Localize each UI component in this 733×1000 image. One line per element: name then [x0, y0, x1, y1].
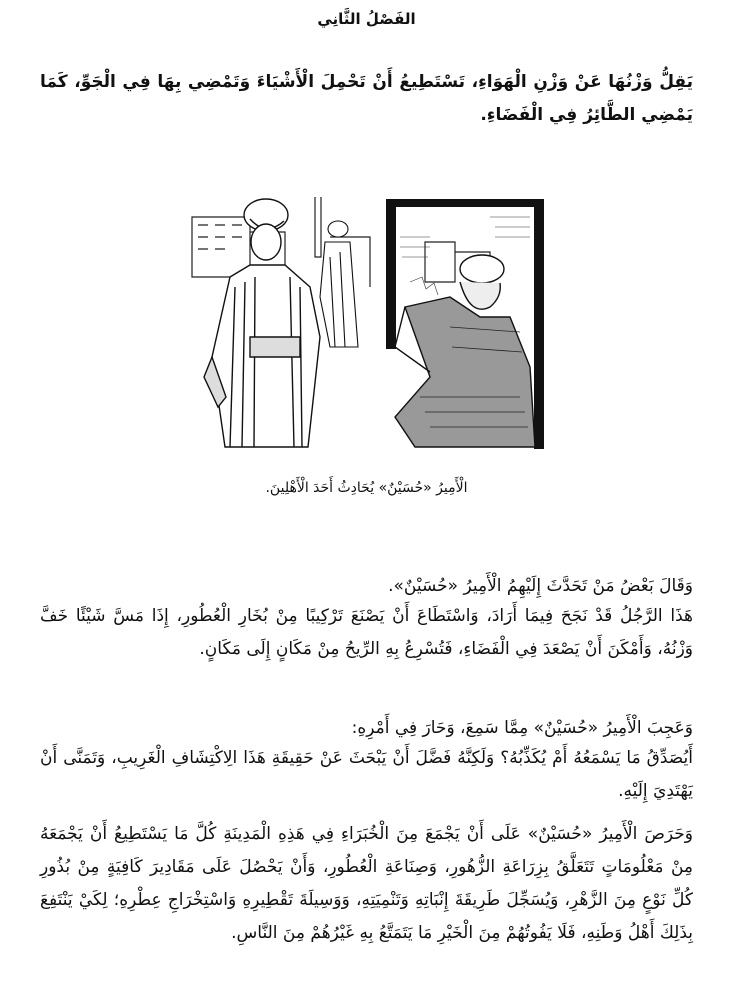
figure-caption: الْأَمِيرُ «حُسَيْنٌ» يُحَادِثُ أَحَدَ الْأَهْلِينَ. [265, 480, 468, 496]
paragraph: هَذَا الرَّجُلُ قَدْ نَجَحَ فِيمَا أَرَادَ، وَاسْتَطَاعَ أَنْ يَصْنَعَ تَرْكِيبًا مِنْ بُخَارِ الْعُطُورِ، إِذَا مَسَّ شَيْئًا خَفَّ وَزْنُهُ، وَأَمْكَنَ أَنْ يَصْعَدَ فِي الْفَضَاءِ، فَتُسْرِعُ بِهِ الرِّيحُ مِنْ مَكَانٍ إِلَى مَكَانٍ. [40, 606, 693, 659]
paragraph: وَعَجِبَ الْأَمِيرُ «حُسَيْنٌ» مِمَّا سَمِعَ، وَحَارَ فِي أَمْرِهِ: [351, 718, 693, 738]
paragraph: وَحَرَصَ الْأَمِيرُ «حُسَيْنٌ» عَلَى أَنْ يَجْمَعَ مِنَ الْخُبَرَاءِ فِي هَذِهِ الْمَدِينَةِ كُلَّ مَا يَسْتَطِيعُ أَنْ يَجْمَعَهُ مِنْ مَعْلُومَاتٍ تَتَعَلَّقُ بِزِرَاعَةِ الزُّهُورِ، وَصِنَاعَةِ الْعُطُورِ، وَأَنْ يَحْصُلَ عَلَى مَقَادِيرَ كَافِيَةٍ مِنْ بُذُورِ كُلِّ نَوْعٍ مِنَ الزَّهْرِ، وَيُسَجِّلَ طَرِيقَةَ إِنْبَاتِهِ وَتَنْمِيَتِهِ، وَوَسِيلَةَ تَقْطِيرِهِ وَاسْتِخْرَاجِ عِطْرِهِ؛ لِكَيْ يَنْتَفِعَ بِذَلِكَ أَهْلُ وَطَنِهِ، فَلَا يَفُوتُهُمْ مِنَ الْخَيْرِ مَا يَتَمَتَّعُ بِهِ غَيْرُهُمْ مِنَ النَّاسِ. [40, 824, 693, 943]
illustration-prince-conversing [190, 197, 546, 454]
paragraph: وَقَالَ بَعْضُ مَنْ تَحَدَّثَ إِلَيْهِمُ الْأَمِيرُ «حُسَيْنٌ». [388, 576, 693, 596]
chapter-title: الفَصْلُ الثَّانِي [317, 10, 416, 28]
intro-paragraph: يَقِلُّ وَزْنُهَا عَنْ وَزْنِ الْهَوَاءِ، تَسْتَطِيعُ أَنْ تَحْمِلَ الْأَشْيَاءَ وَتَمْضِي بِهَا فِي الْجَوِّ، كَمَا يَمْضِي الطَّائِرُ فِي الْفَضَاءِ. [40, 72, 693, 125]
paragraph: أَيُصَدِّقُ مَا يَسْمَعُهُ أَمْ يُكَذِّبُهُ؟ وَلَكِنَّهُ فَضَّلَ أَنْ يَبْحَثَ عَنْ حَقِيقَةِ هَذَا الِاكْتِشَافِ الْغَرِيبِ، وَتَمَنَّى أَنْ يَهْتَدِيَ إِلَيْهِ. [40, 748, 693, 801]
